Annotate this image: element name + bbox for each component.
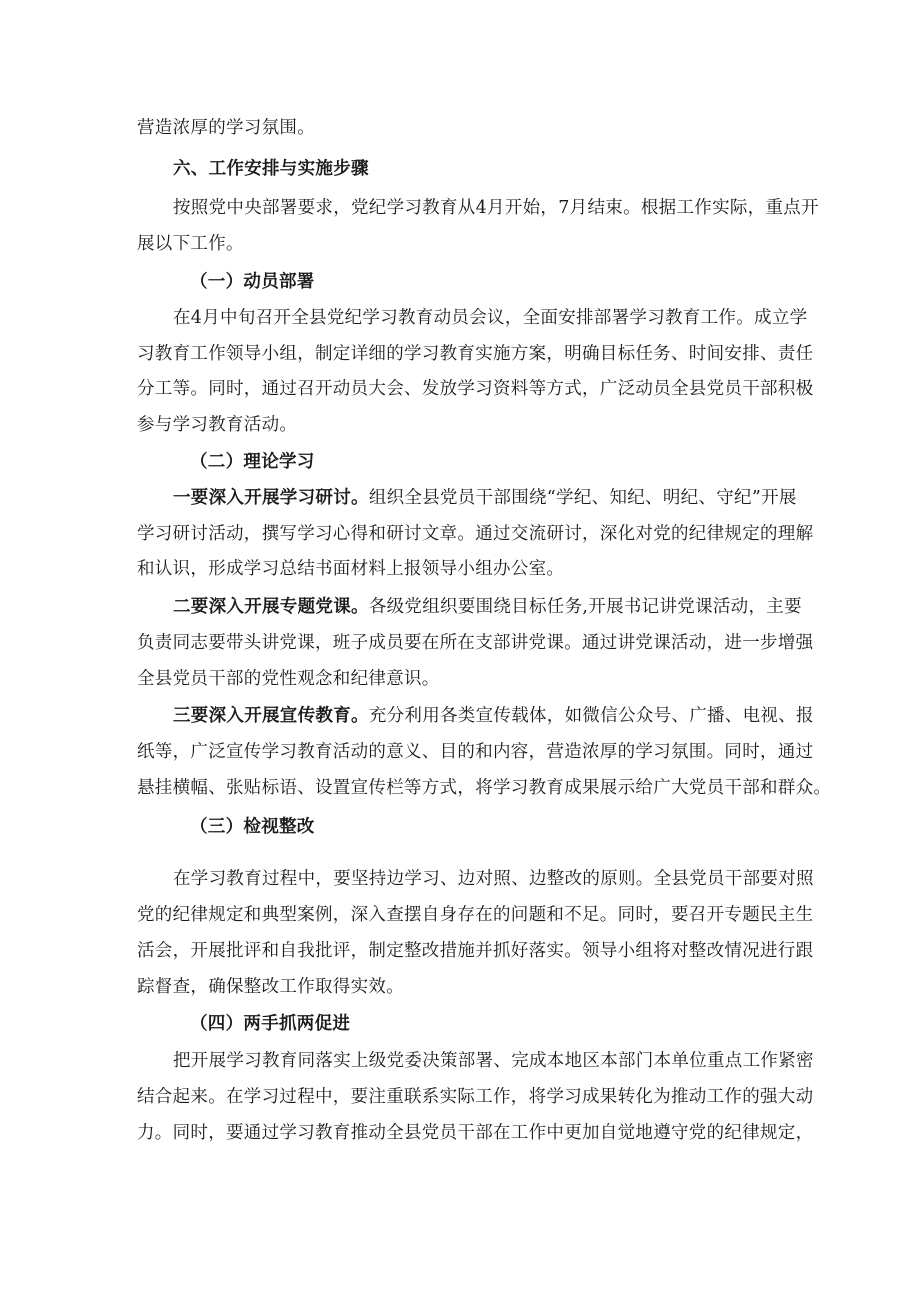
paragraph-line: 营造浓厚的学习氛围。: [137, 118, 315, 138]
paragraph-line: 参与学习教育活动。: [137, 415, 298, 435]
paragraph-line: 在4月中旬召开全县党纪学习教育动员会议，全面安排部署学习教育工作。成立学: [173, 308, 808, 328]
subsection-heading: （三）检视整改: [190, 817, 315, 837]
paragraph-line: 分工等。同时，通过召开动员大会、发放学习资料等方式，广泛动员全县党员干部积极: [137, 379, 814, 399]
paragraph-line: [173, 595, 802, 619]
paragraph-line: [173, 704, 814, 728]
paragraph-line: [173, 486, 797, 510]
paragraph-line: 学习研讨活动，撰写学习心得和研讨文章。通过交流研讨，深化对党的纪律规定的理解: [137, 524, 814, 544]
paragraph-line: 按照党中央部署要求，党纪学习教育从4月开始，7月结束。根据工作实际，重点开: [173, 198, 819, 218]
lead-phrase: 二要深入开展专题党课。: [173, 597, 369, 617]
paragraph-line: 把开展学习教育同落实上级党委决策部署、完成本地区本部门本单位重点工作紧密: [173, 1051, 814, 1071]
paragraph-text: 各级党组织要围绕目标任务,开展书记讲党课活动，主要: [368, 597, 802, 617]
paragraph-text: 组织全县党员干部围绕“学纪、知纪、明纪、守纪”开展: [368, 488, 797, 508]
paragraph-text: 充分利用各类宣传载体，如微信公众号、广播、电视、报: [368, 706, 814, 726]
subsection-heading: （一）动员部署: [190, 272, 315, 292]
paragraph-line: 党的纪律规定和典型案例，深入查摆自身存在的问题和不足。同时，要召开专题民主生: [137, 905, 814, 925]
paragraph-line: 结合起来。在学习过程中，要注重联系实际工作，将学习成果转化为推动工作的强大动: [137, 1087, 814, 1107]
paragraph-line: 纸等，广泛宣传学习教育活动的意义、目的和内容，营造浓厚的学习氛围。同时，通过: [137, 742, 814, 762]
section-heading: 六、工作安排与实施步骤: [173, 159, 369, 179]
paragraph-line: 习教育工作领导小组，制定详细的学习教育实施方案，明确目标任务、时间安排、责任: [137, 344, 814, 364]
paragraph-line: 力。同时，要通过学习教育推动全县党员干部在工作中更加自觉地遵守党的纪律规定，: [137, 1123, 814, 1143]
paragraph-line: 展以下工作。: [137, 234, 244, 254]
subsection-heading: （二）理论学习: [190, 452, 315, 472]
paragraph-line: 踪督查，确保整改工作取得实效。: [137, 977, 404, 997]
lead-phrase: 一要深入开展学习研讨。: [173, 488, 369, 508]
paragraph-line: 和认识，形成学习总结书面材料上报领导小组办公室。: [137, 559, 565, 579]
lead-phrase: 三要深入开展宣传教育。: [173, 706, 369, 726]
paragraph-line: 负责同志要带头讲党课，班子成员要在所在支部讲党课。通过讲党课活动，进一步增强: [137, 633, 814, 653]
paragraph-line: 全县党员干部的党性观念和纪律意识。: [137, 669, 440, 689]
paragraph-line: 悬挂横幅、张贴标语、设置宣传栏等方式，将学习教育成果展示给广大党员干部和群众。: [137, 778, 832, 798]
paragraph-line: 在学习教育过程中，要坚持边学习、边对照、边整改的原则。全县党员干部要对照: [173, 869, 814, 889]
subsection-heading: （四）两手抓两促进: [190, 1014, 351, 1034]
paragraph-line: 活会，开展批评和自我批评，制定整改措施并抓好落实。领导小组将对整改情况进行跟: [137, 941, 814, 961]
